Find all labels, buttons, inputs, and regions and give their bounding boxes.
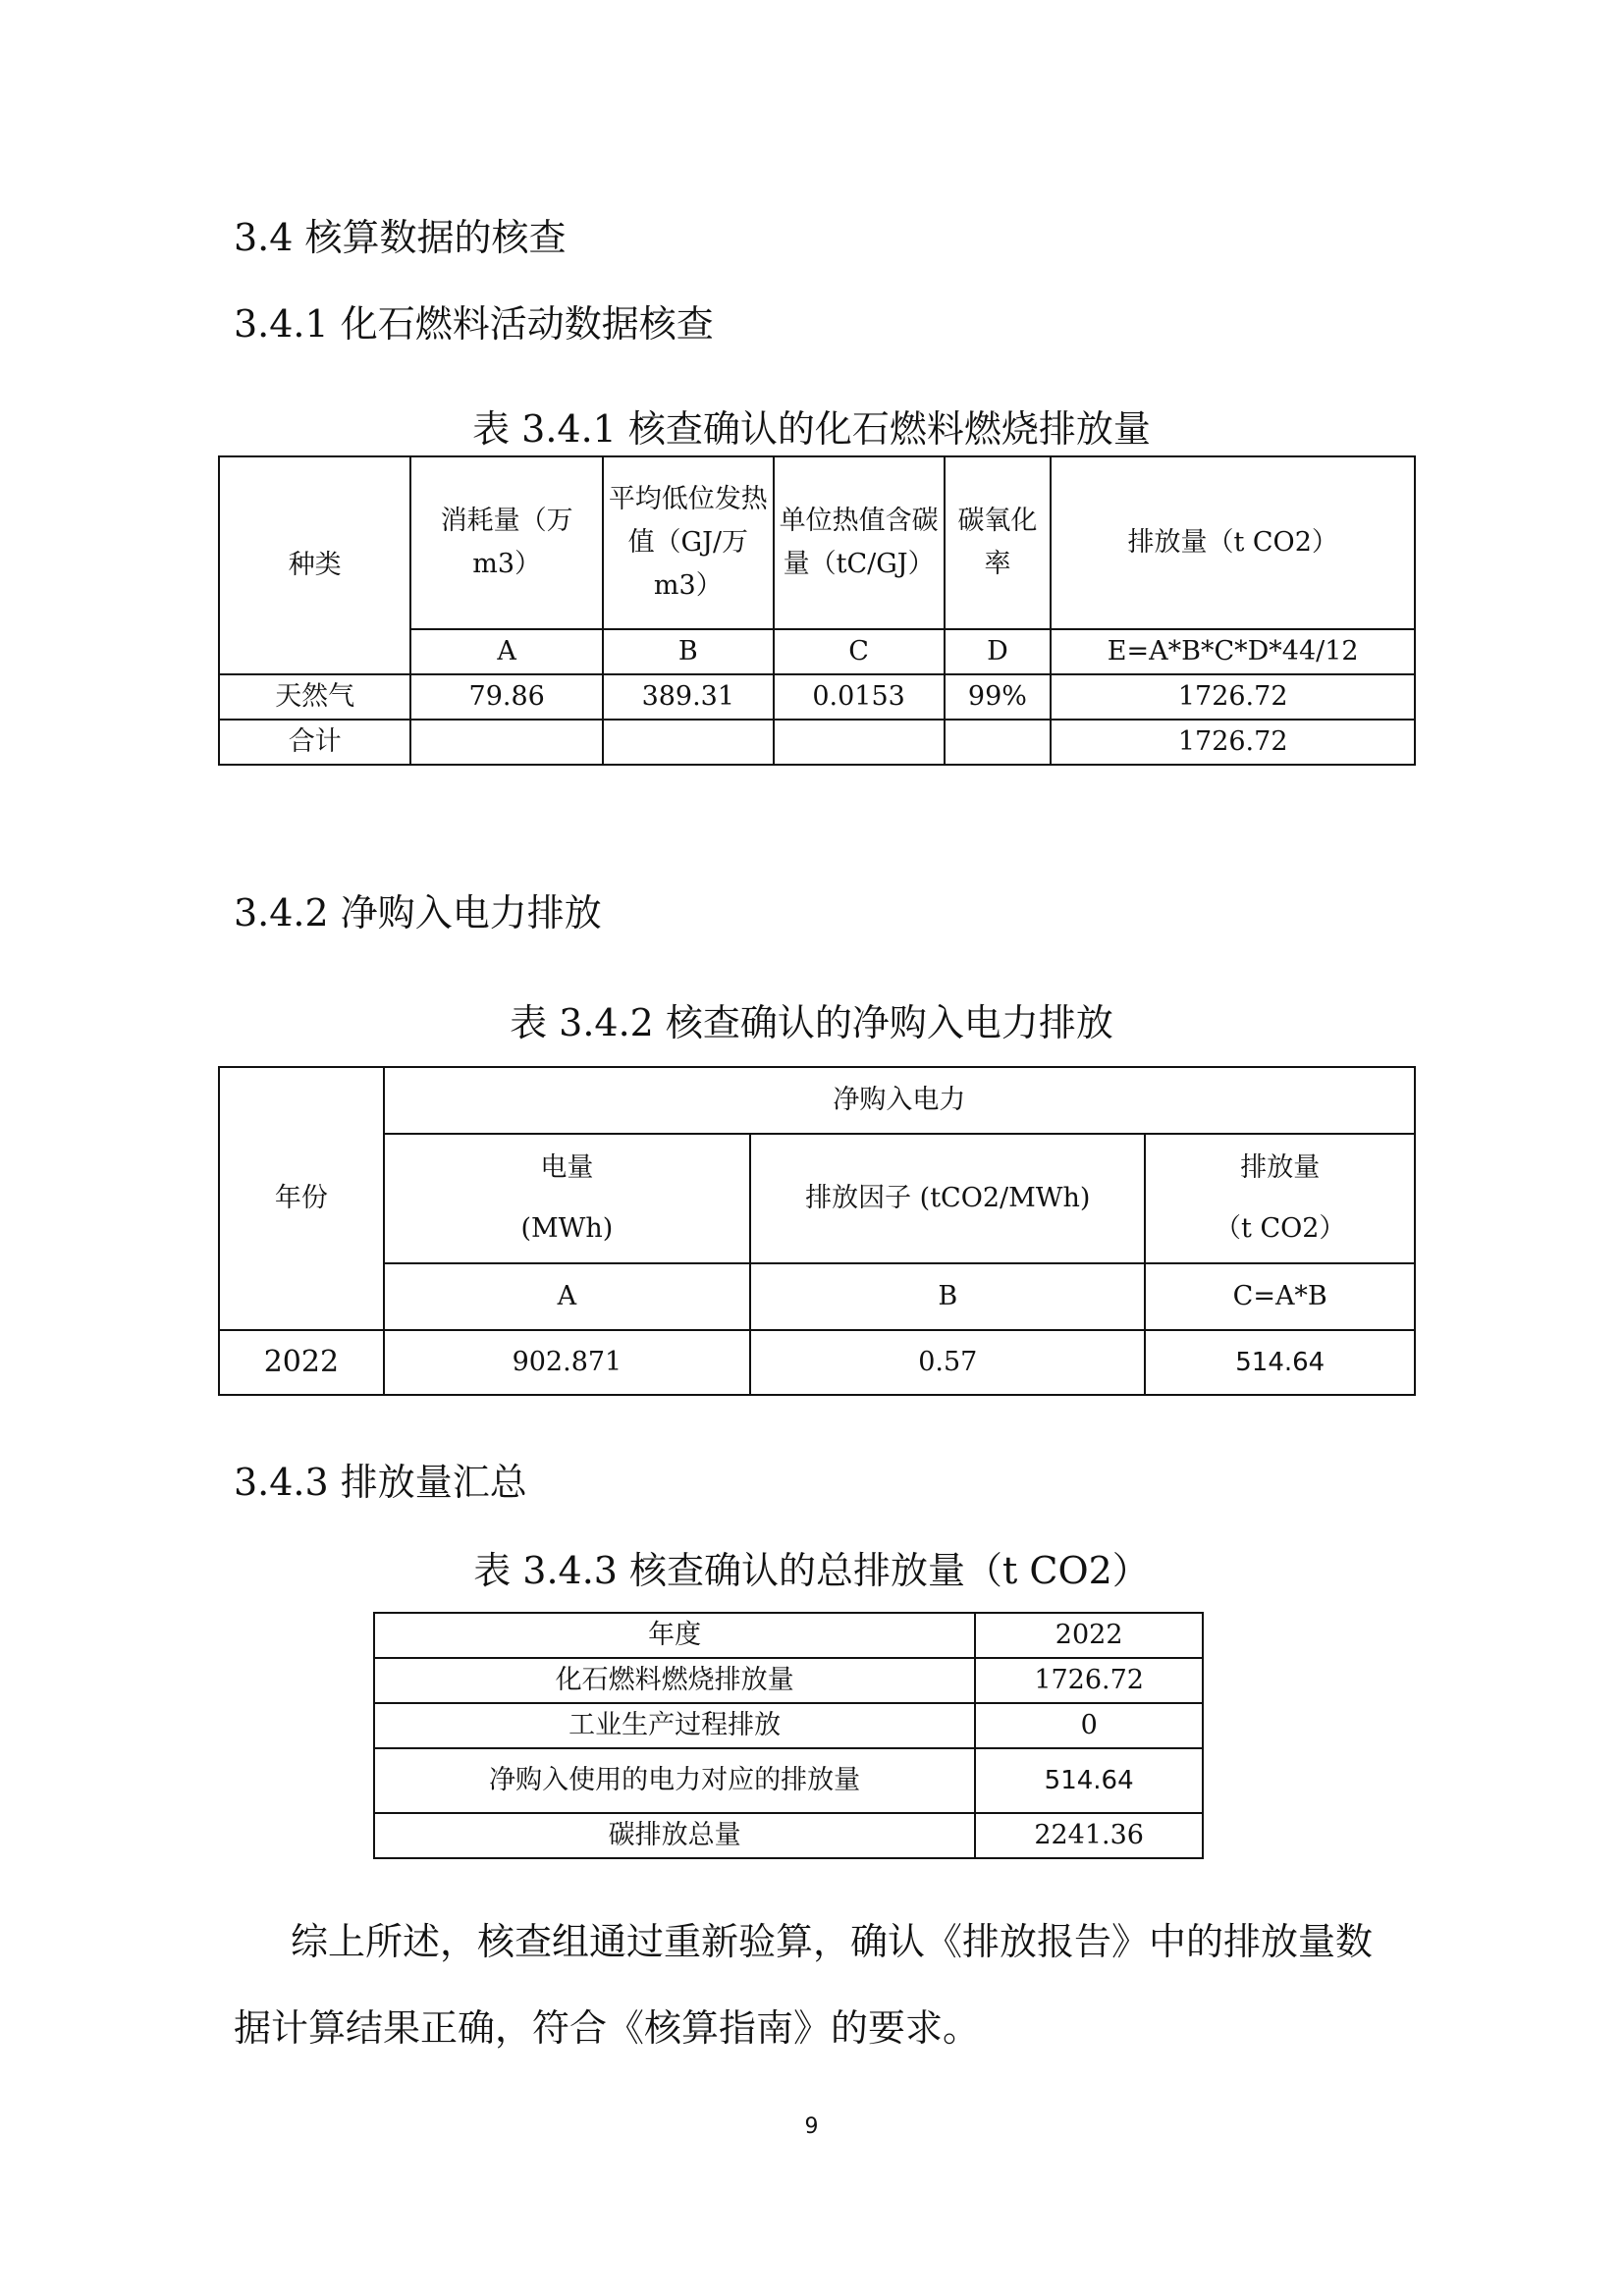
header-year: 年份 [219,1067,384,1330]
electricity-table [218,1066,1416,1396]
section-heading-3-4-1: 3.4.1 化石燃料活动数据核查 [234,302,714,346]
table-row [374,1748,1203,1813]
row-emission: 514.64 [1145,1330,1415,1395]
header-oxidation-rate: 碳氧化率 [945,456,1052,629]
row-carbon-content: 0.0153 [774,674,945,720]
row-year: 2022 [219,1330,384,1395]
letter-a: A [384,1263,750,1330]
summary-value: 2241.36 [975,1813,1203,1858]
header-ncv: 平均低位发热值（GJ/万m3） [603,456,774,629]
row-ncv: 389.31 [603,674,774,720]
row-electricity: 902.871 [384,1330,750,1395]
table-row [374,1703,1203,1748]
section-heading-3-4: 3.4 核算数据的核查 [234,216,567,259]
summary-value: 0 [975,1703,1203,1748]
header-emission-factor: 排放因子 (tCO2/MWh) [750,1134,1145,1263]
row-emission: 1726.72 [1051,674,1415,720]
header-consumption: 消耗量（万m3） [410,456,603,629]
row-kind: 天然气 [219,674,410,720]
table3-caption: 表 3.4.3 核查确认的总排放量（t CO2） [473,1549,1150,1592]
table-row [219,1330,1415,1395]
table-row [374,1658,1203,1703]
table-row-total [219,720,1415,765]
header-emission-label: 排放量 [1240,1152,1321,1183]
letter-c: C [774,629,945,674]
section-heading-3-4-2: 3.4.2 净购入电力排放 [234,891,602,934]
header-carbon-content: 单位热值含碳量（tC/GJ） [774,456,945,629]
header-electricity-amount [384,1134,750,1263]
summary-label: 年度 [374,1613,975,1658]
header-electricity-amount-label: 电量 [540,1152,594,1183]
summary-label: 碳排放总量 [374,1813,975,1858]
page-number: 9 [804,2114,819,2139]
header-electricity-unit: (MWh) [520,1213,614,1244]
header-kind: 种类 [219,456,410,674]
empty-cell [945,720,1052,765]
letter-c-formula: C=A*B [1145,1263,1415,1330]
conclusion-line-2: 据计算结果正确，符合《核算指南》的要求。 [234,2006,981,2050]
table2-caption: 表 3.4.2 核查确认的净购入电力排放 [510,1001,1113,1044]
row-consumption: 79.86 [410,674,603,720]
letter-a: A [410,629,603,674]
total-emission: 1726.72 [1051,720,1415,765]
summary-value: 1726.72 [975,1658,1203,1703]
letter-d: D [945,629,1052,674]
summary-value: 2022 [975,1613,1203,1658]
summary-value: 514.64 [975,1748,1203,1813]
summary-label: 工业生产过程排放 [374,1703,975,1748]
empty-cell [410,720,603,765]
table-row [374,1813,1203,1858]
header-emission: 排放量（t CO2） [1051,456,1415,629]
summary-label: 净购入使用的电力对应的排放量 [374,1748,975,1813]
table-row [219,674,1415,720]
letter-e-formula: E=A*B*C*D*44/12 [1051,629,1415,674]
summary-label: 化石燃料燃烧排放量 [374,1658,975,1703]
empty-cell [603,720,774,765]
section-heading-3-4-3: 3.4.3 排放量汇总 [234,1461,527,1504]
header-emission [1145,1134,1415,1263]
row-emission-factor: 0.57 [750,1330,1145,1395]
empty-cell [774,720,945,765]
header-emission-unit: （t CO2） [1215,1213,1346,1244]
fossil-fuel-table [218,455,1416,766]
row-oxidation-rate: 99% [945,674,1052,720]
summary-table [373,1612,1204,1859]
letter-b: B [750,1263,1145,1330]
header-net-purchased-electricity: 净购入电力 [384,1067,1415,1134]
table-row [374,1613,1203,1658]
letter-b: B [603,629,774,674]
table1-caption: 表 3.4.1 核查确认的化石燃料燃烧排放量 [472,407,1151,451]
conclusion-line-1: 综上所述，核查组通过重新验算，确认《排放报告》中的排放量数 [291,1920,1374,1963]
total-label: 合计 [219,720,410,765]
